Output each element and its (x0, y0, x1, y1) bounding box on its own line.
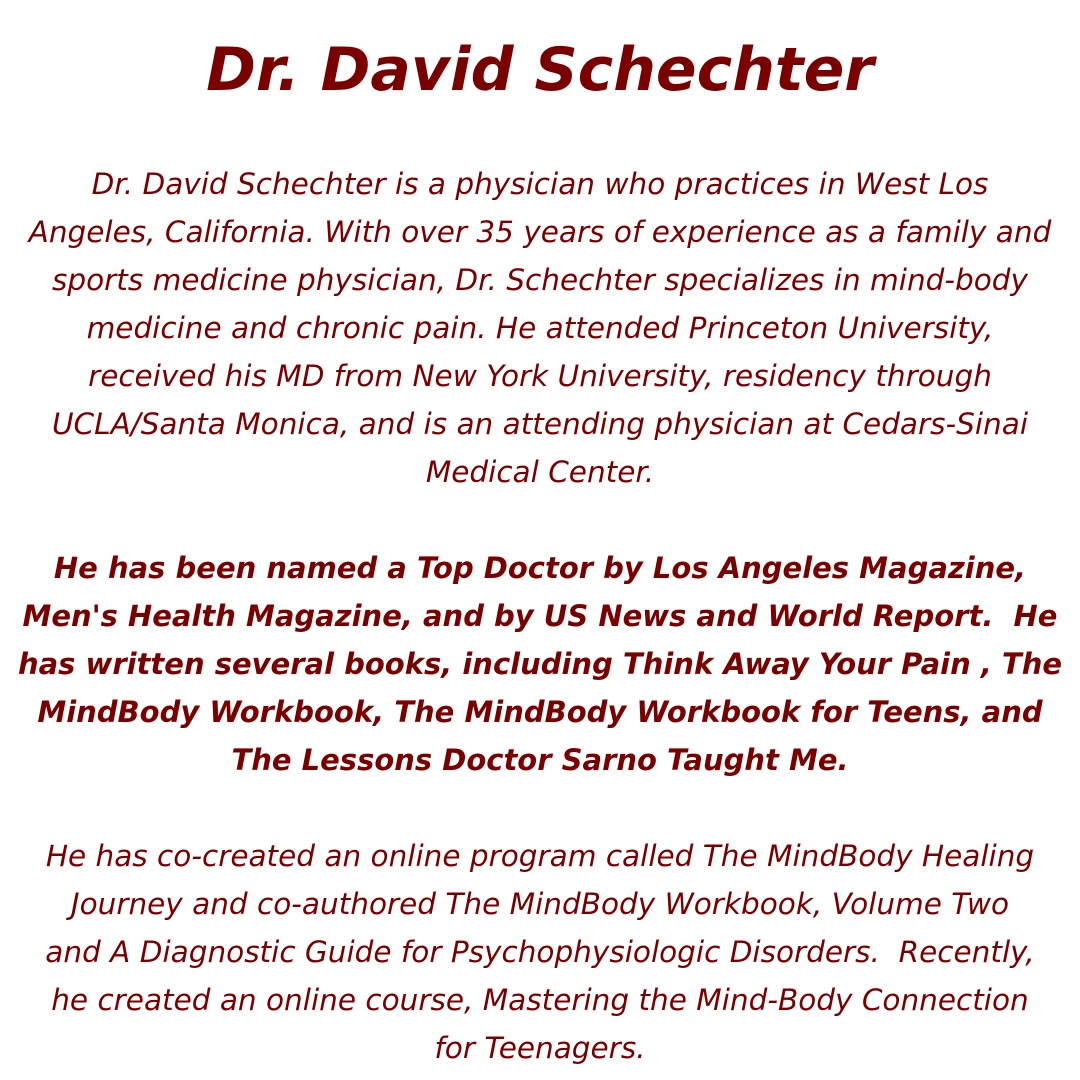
bio-paragraph-intro (14, 160, 1066, 496)
bio-line: The Lessons Doctor Sarno Taught Me. (231, 743, 849, 777)
bio-paragraph-programs (14, 832, 1066, 1072)
bio-line: has written several books, including Think Away Your Pain , The (17, 647, 1063, 681)
bio-line: for Teenagers. (434, 1031, 646, 1065)
bio-line: and A Diagnostic Guide for Psychophysiologic Disorders. Recently, (45, 935, 1035, 969)
bio-line: MindBody Workbook, The MindBody Workbook for Teens, and (37, 695, 1043, 729)
bio-line: Medical Center. (425, 455, 655, 489)
bio-line: Dr. David Schechter is a physician who practices in West Los (91, 167, 989, 201)
bio-line: He has been named a Top Doctor by Los Angeles Magazine, (53, 551, 1027, 585)
bio-paragraph-awards (14, 544, 1066, 784)
bio-line: medicine and chronic pain. He attended Princeton University, (86, 311, 994, 345)
bio-line: Men's Health Magazine, and by US News and World Report. He (22, 599, 1058, 633)
bio-line: UCLA/Santa Monica, and is an attending physician at Cedars-Sinai (51, 407, 1029, 441)
bio-line: Journey and co-authored The MindBody Workbook, Volume Two (70, 887, 1010, 921)
bio-line: sports medicine physician, Dr. Schechter specializes in mind-body (52, 263, 1028, 297)
bio-line: he created an online course, Mastering the Mind-Body Connection (51, 983, 1029, 1017)
bio-line: He has co-created an online program called The MindBody Healing (45, 839, 1035, 873)
page-title: Dr. David Schechter (206, 35, 874, 105)
bio-line: Angeles, California. With over 35 years of experience as a family and (28, 215, 1052, 249)
bio-line: received his MD from New York University, residency through (88, 359, 992, 393)
